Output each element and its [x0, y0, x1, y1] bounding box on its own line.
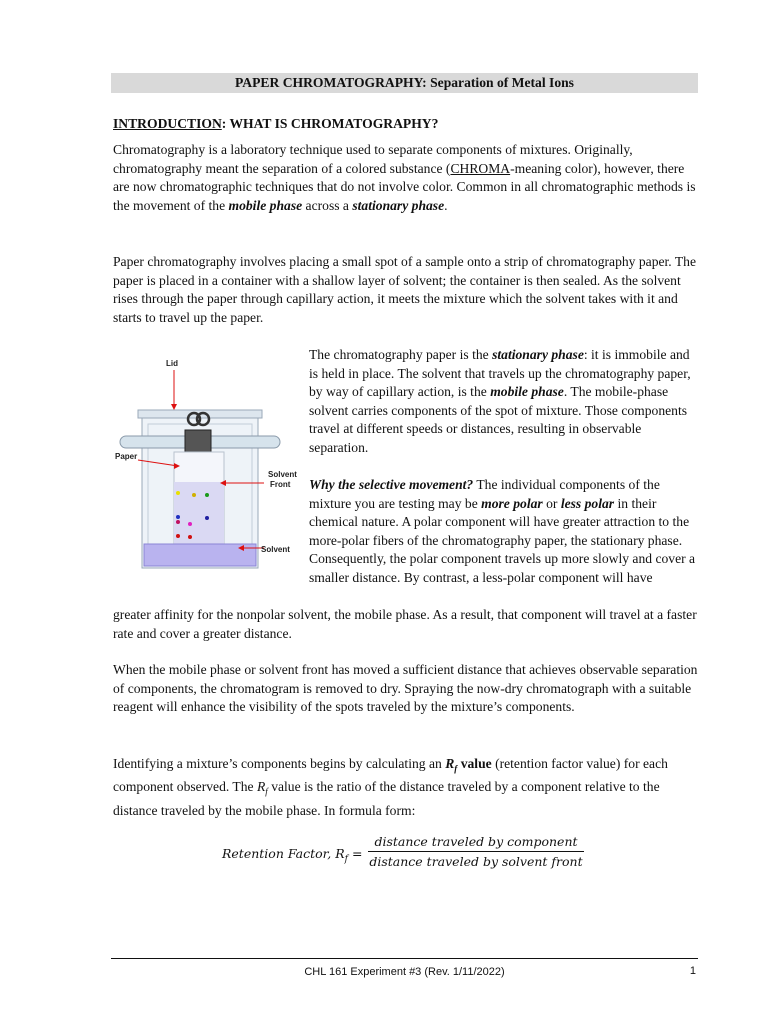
p4-text-b: in their chemical nature. A polar component will have greater attraction to the more-polar fibers of the chromatography paper, the stationary phase. Consequently, the polar component travels up more slowly and cover a smaller distance. By contrast, a less-polar component will have: [309, 495, 696, 585]
heading-label: INTRODUCTION: [113, 116, 222, 131]
p3-text-b: : it is immobile and is held in place. The solvent that travels up the chromatography paper, by way of capillary action, is the: [309, 347, 691, 400]
formula-numerator: distance traveled by component: [374, 834, 578, 849]
p6-text-b: (retention factor value) for each component observed. The: [113, 756, 668, 795]
formula-lhs-text: Retention Factor, R: [222, 846, 345, 861]
p6-rf2-f: f: [265, 787, 268, 798]
label-lid: Lid: [166, 359, 178, 368]
heading-rest: : WHAT IS CHROMATOGRAPHY?: [221, 116, 439, 131]
p6-rf-f: f: [454, 763, 458, 774]
formula-equals: =: [347, 846, 363, 861]
p4-text-a: The individual components of the mixture you are testing may be: [309, 477, 660, 511]
label-solvent: Solvent: [261, 545, 290, 554]
p6-text-a: Identifying a mixture’s components begins by calculating an: [113, 756, 446, 771]
p4-or: or: [542, 495, 561, 511]
p6-rf-r: R: [445, 756, 455, 771]
p6-value-label: value: [457, 756, 492, 771]
formula-lhs: [222, 845, 362, 869]
paragraph-drying: When the mobile phase or solvent front has moved a sufficient distance that achieves observable separation of components, the chromatogram is removed to dry. Spraying the now-dry chromatograph with a suitable reagent will enhance the visibility of the spots traveled by the mixture’s components.: [113, 662, 698, 715]
chromatography-apparatus-illustration: [112, 356, 300, 578]
formula-lhs-sub: f: [344, 854, 348, 865]
paragraph-rf-value: [113, 755, 699, 820]
retention-factor-formula: [222, 832, 602, 872]
p4-more-polar: more polar: [481, 495, 543, 511]
chromatography-diagram: [112, 356, 300, 578]
label-solvent-front-2: Front: [270, 480, 291, 489]
p3-stationary-phase: stationary phase: [492, 347, 584, 362]
p6-rf2-r: R: [256, 779, 266, 795]
paragraph-selective-movement-continued: greater affinity for the nonpolar solvent, the mobile phase. As a result, that component will travel at a faster rate and cover a greater distance.: [113, 607, 697, 641]
document-title: PAPER CHROMATOGRAPHY: Separation of Metal Ions: [111, 73, 698, 93]
p4-question: Why the selective movement?: [309, 477, 474, 492]
p3-text-c: . The mobile-phase solvent carries components of the spot of mixture. Those components travel at different speeds or distances, resulting in observable separation.: [309, 384, 688, 455]
p1-chroma: CHROMA: [450, 160, 511, 176]
p1-text-b: -meaning color), however, there are now chromatographic techniques that do not involve color. Common in all chromatographic methods is the movement of the: [113, 160, 696, 213]
footer-text: CHL 161 Experiment #3 (Rev. 1/11/2022): [304, 966, 505, 978]
p1-mobile-phase: mobile phase: [228, 197, 303, 213]
paragraph-selective-movement: [309, 476, 699, 588]
paragraph-intro: [113, 141, 699, 215]
p1-text-c: across a: [302, 197, 353, 213]
p6-rf-symbol: [445, 756, 458, 774]
p6-text-c: value is the ratio of the distance traveled by a component relative to the distance traveled by the mobile phase. In formula form:: [113, 779, 660, 818]
section-heading: [113, 115, 438, 134]
p3-text-a: The chromatography paper is the: [309, 347, 493, 362]
footer-divider: [111, 958, 698, 959]
p1-text-d: .: [444, 197, 448, 213]
p4-polar: polar: [584, 495, 615, 511]
p3-mobile-phase: mobile phase: [490, 384, 564, 400]
p4-less: less: [560, 495, 582, 511]
paragraph-paper-chromatography: Paper chromatography involves placing a small spot of a sample onto a strip of chromatography paper. The paper is placed in a container with a shallow layer of solvent; the container is then sealed. As the solvent rises through the paper through capillary action, it meets the mixture which the solvent takes with it and starts to travel up the paper.: [113, 254, 696, 325]
p1-stationary-phase: stationary phase: [352, 197, 445, 213]
label-solvent-front-1: Solvent: [268, 470, 297, 479]
page-number: 1: [689, 965, 696, 977]
p6-rf2-symbol: [256, 779, 268, 798]
formula-fraction: [366, 832, 586, 871]
label-paper: Paper: [115, 452, 138, 461]
p1-text-a: Chromatography is a laboratory technique used to separate components of mixtures. Originally, chromatography meant the separation of a colored substance (: [113, 142, 633, 176]
formula-denominator: distance traveled by solvent front: [369, 854, 583, 869]
paragraph-stationary-phase: [309, 346, 699, 458]
